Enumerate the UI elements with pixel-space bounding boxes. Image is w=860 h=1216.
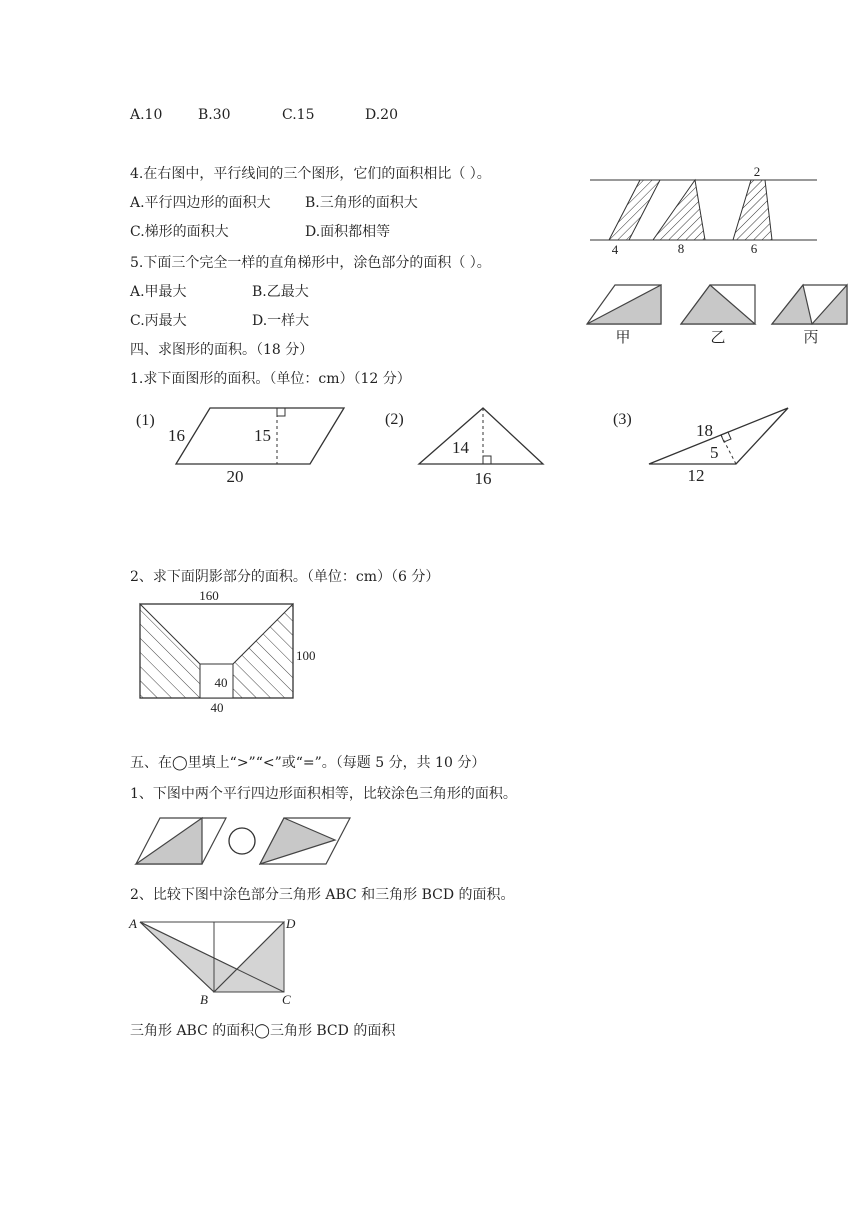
fig-1-parallelogram (130, 400, 360, 490)
triangles-abc-bcd-figure (126, 912, 306, 1007)
label-bing: 丙 (803, 330, 819, 346)
question-4-option-c: C.梯形的面积大 (130, 224, 229, 240)
section-4-question-1: 1.求下面图形的面积。（单位：cm）（12 分） (130, 371, 411, 387)
triangle-shape (419, 408, 543, 464)
label-top-18: 18 (696, 421, 713, 440)
label-height-14: 14 (452, 438, 469, 457)
right-angle-mark (277, 408, 285, 416)
point-c: C (282, 992, 291, 1007)
label-4: 4 (611, 242, 619, 257)
triangle-shape (649, 408, 788, 464)
question-4-option-d: D.面积都相等 (305, 224, 391, 240)
label-yi: 乙 (710, 330, 726, 346)
section-4-heading: 四、求图形的面积。（18 分） (130, 342, 314, 358)
point-a: A (129, 916, 137, 931)
hatched-trapezoid (733, 180, 772, 240)
fig-1-tag: (1) (136, 412, 155, 429)
question-5-option-a: A.甲最大 (130, 284, 187, 300)
label-height-15: 15 (254, 426, 271, 445)
question-5-option-d: D.一样大 (252, 313, 310, 329)
label-height-5: 5 (710, 443, 719, 462)
hatched-left (140, 604, 200, 698)
question-5-option-b: B.乙最大 (252, 284, 309, 300)
shaded-rectangle-figure (130, 586, 330, 716)
label-top-160: 160 (199, 588, 219, 603)
label-2: 2 (753, 164, 761, 179)
option-d: D.20 (365, 107, 398, 123)
section-5-heading: 五、在◯里填上“>”“<”或“=”。（每题 5 分，共 10 分） (130, 755, 486, 771)
question-5-stem: 5.下面三个完全一样的直角梯形中，涂色部分的面积（ ）。 (130, 255, 491, 271)
label-inner-40: 40 (214, 675, 228, 690)
fig-3-tag: (3) (613, 411, 632, 428)
question-4-option-b: B.三角形的面积大 (305, 195, 418, 211)
fig-2-triangle (380, 400, 560, 495)
hatched-parallelogram (609, 180, 660, 240)
label-bottom-40: 40 (210, 700, 224, 715)
label-6: 6 (750, 241, 758, 256)
compare-parallelograms-figure (130, 812, 360, 872)
label-right-100: 100 (296, 648, 316, 663)
label-jia: 甲 (615, 330, 631, 346)
hatched-triangle (653, 180, 705, 240)
hatched-right (233, 604, 293, 698)
label-base-16: 16 (474, 469, 492, 488)
label-base-12: 12 (687, 466, 705, 485)
question-4-stem: 4.在右图中，平行线间的三个图形，它们的面积相比（ ）。 (130, 166, 491, 182)
option-c: C.15 (282, 107, 315, 123)
label-base-20: 20 (226, 467, 244, 486)
q5-figure (585, 280, 855, 350)
option-a: A.10 (130, 107, 163, 123)
fig-2-tag: (2) (385, 411, 404, 428)
question-4-option-a: A.平行四边形的面积大 (130, 195, 271, 211)
section-4-question-2: 2、求下面阴影部分的面积。（单位：cm）（6 分） (130, 569, 440, 585)
question-5-option-c: C.丙最大 (130, 313, 187, 329)
section-5-question-2: 2、比较下图中涂色部分三角形 ABC 和三角形 BCD 的面积。 (130, 887, 515, 903)
q4-figure (585, 162, 825, 262)
section-5-answer-line: 三角形 ABC 的面积◯三角形 BCD 的面积 (130, 1023, 396, 1039)
label-side-16: 16 (168, 426, 185, 445)
point-d: D (286, 916, 296, 931)
option-b: B.30 (198, 107, 231, 123)
label-8: 8 (677, 241, 685, 256)
fig-3-triangle (610, 400, 800, 495)
comparison-circle[interactable] (229, 828, 255, 854)
right-angle-mark (483, 456, 491, 464)
point-b: B (200, 992, 208, 1007)
section-5-question-1: 1、下图中两个平行四边形面积相等，比较涂色三角形的面积。 (130, 786, 517, 802)
